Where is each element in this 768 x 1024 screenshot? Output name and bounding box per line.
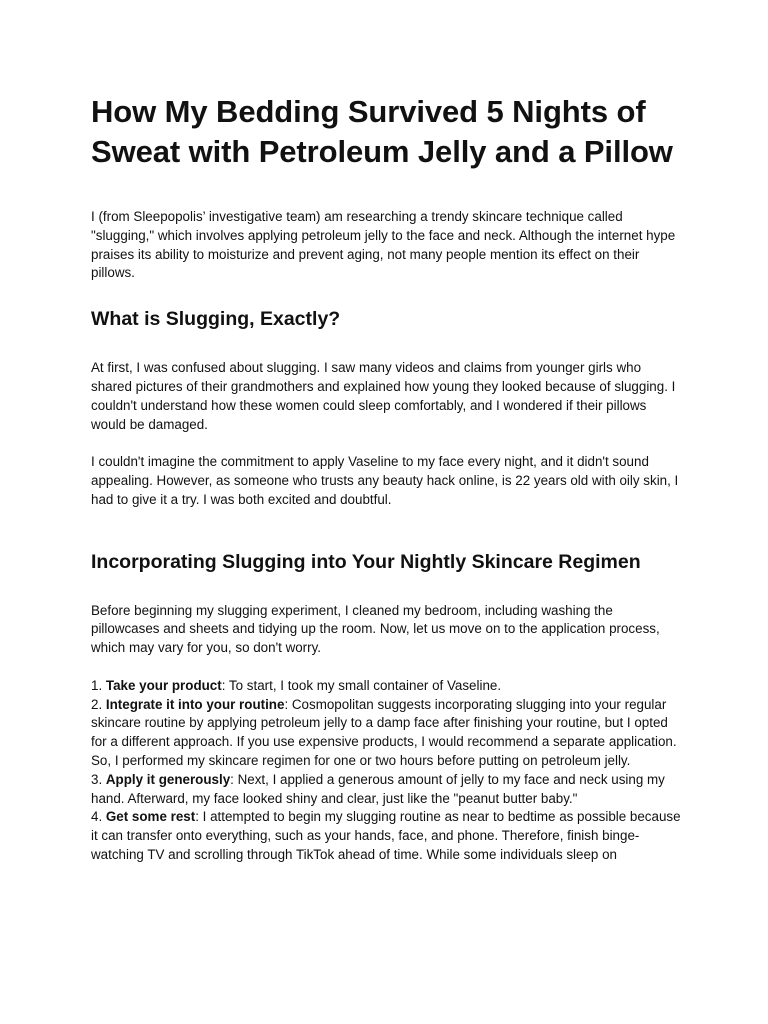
- document-page: [91, 92, 681, 865]
- step-number: 1.: [91, 677, 106, 693]
- slugging-paragraph-2: I couldn't imagine the commitment to apply Vaseline to my face every night, and it didn't sound appealing. However, as someone who trusts any beauty hack online, is 22 years old with oily skin, I had to give it a try. I was both excited and doubtful.: [91, 454, 679, 507]
- section-heading-incorporating: Incorporating Slugging into Your Nightly Skincare Regimen: [91, 550, 641, 573]
- step-text: : To start, I took my small container of Vaseline.: [221, 677, 502, 693]
- step-text: : Next, I applied a generous amount of jelly to my face and neck using my hand. Afterward, my face looked shiny and clear, just like the "peanut butter baby.": [91, 771, 665, 806]
- step-text: : I attempted to begin my slugging routine as near to bedtime as possible because it can transfer onto everything, such as your hands, face, and phone. Therefore, finish binge-watching TV and scrolling through TikTok ahead of time. While some individuals sleep on: [91, 809, 681, 862]
- steps-list: [91, 677, 681, 865]
- step-item: [91, 677, 681, 696]
- incorporating-paragraph: Before beginning my slugging experiment, I cleaned my bedroom, including washing the pillowcases and sheets and tidying up the room. Now, let us move on to the application process, which may vary for you, so don't worry.: [91, 602, 660, 656]
- slugging-paragraph-1: At first, I was confused about slugging. I saw many videos and claims from younger girls who shared pictures of their grandmothers and explained how young they looked because of slugging. I couldn't understand how these women could sleep comfortably, and I wondered if their pillows would be damaged.: [91, 360, 676, 432]
- step-number: 2.: [91, 696, 106, 712]
- article-title: How My Bedding Survived 5 Nights of Sweat with Petroleum Jelly and a Pillow: [91, 94, 673, 169]
- step-item: [91, 771, 681, 809]
- step-title: Apply it generously: [105, 771, 231, 787]
- section-heading-slugging: What is Slugging, Exactly?: [91, 308, 341, 331]
- step-title: Get some rest: [105, 809, 196, 825]
- step-number: 3.: [91, 771, 106, 787]
- step-item: [91, 696, 681, 771]
- step-title: Integrate it into your routine: [105, 696, 285, 712]
- step-title: Take your product: [105, 677, 222, 693]
- step-number: 4.: [91, 809, 106, 825]
- step-item: [91, 808, 681, 864]
- intro-paragraph: I (from Sleepopolis’ investigative team) am researching a trendy skincare technique called "slugging," which involves applying petroleum jelly to the face and neck. Although the internet hype praises its ability to moisturize and prevent aging, not many people mention its effect on their pillows.: [91, 209, 676, 281]
- step-text: : Cosmopolitan suggests incorporating slugging into your regular skincare routine by applying petroleum jelly to a damp face after finishing your routine, but I opted for a different approach. If you use expensive products, I would recommend a separate application. So, I performed my skincare regimen for one or two hours before putting on petroleum jelly.: [91, 696, 677, 768]
